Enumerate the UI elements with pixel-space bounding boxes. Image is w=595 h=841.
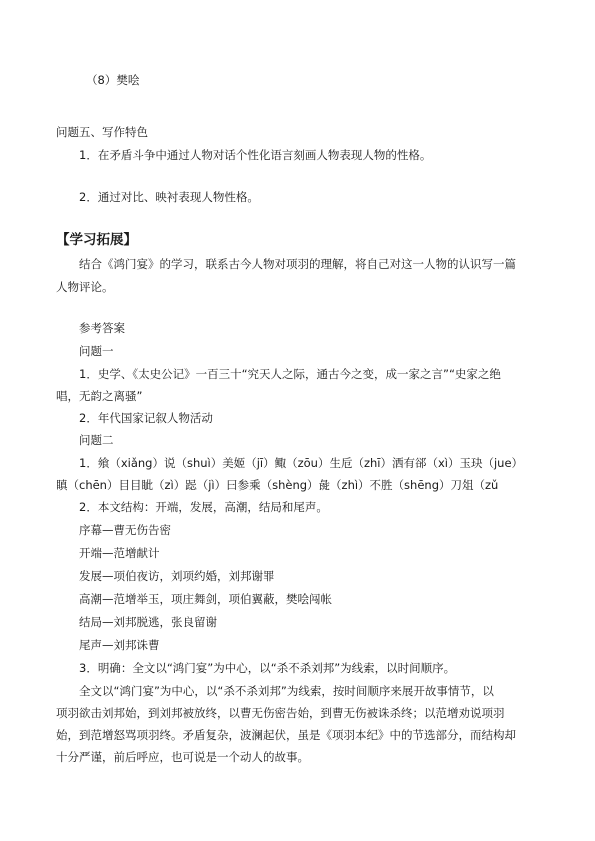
- question-1-answer-2: 2．年代国家记叙人物活动: [79, 411, 213, 425]
- extension-text-line-1: 结合《鸿门宴》的学习，联系古今人物对项羽的理解，将自己对这一人物的认识写一篇: [79, 257, 516, 271]
- extension-text-line-2: 人物评论。: [56, 280, 114, 294]
- question-5-point-2: 2．通过对比、映衬表现人物性格。: [79, 190, 259, 204]
- question-5-title: 问题五、写作特色: [56, 125, 148, 139]
- structure-prologue: 序幕—曹无伤告密: [79, 523, 171, 537]
- summary-paragraph-line-1: 全文以“鸿门宴”为中心，以“杀不杀刘邦”为线索，按时间顺序来展开故事情节，以: [79, 684, 494, 698]
- structure-epilogue: 尾声—刘邦诛曹: [79, 638, 160, 652]
- structure-climax: 高潮—范增举玉，项庄舞剑，项伯翼蔽，樊哙闯帐: [79, 592, 332, 606]
- item-8-fan-kuai: （8）樊哙: [86, 73, 140, 87]
- question-2-answer-1-line-1: 1．飨（xiǎng）说（shuì）美姬（jī）鲰（zōu）生卮（zhī）洒有郤（xì）玉玦（jue）: [79, 456, 524, 470]
- question-2-label: 问题二: [79, 433, 114, 447]
- structure-development: 发展—项伯夜访，刘项约婚，刘邦谢罪: [79, 569, 275, 583]
- reference-answer-label: 参考答案: [79, 321, 125, 335]
- question-1-label: 问题一: [79, 344, 114, 358]
- summary-paragraph-line-2: 项羽欲击刘邦始，到刘邦被放终，以曹无伤密告始，到曹无伤被诛杀终；以范增劝说项羽: [56, 706, 505, 720]
- structure-ending: 结局—刘邦脱逃，张良留谢: [79, 615, 217, 629]
- learning-extension-heading: 【学习拓展】: [56, 232, 137, 248]
- question-2-answer-2: 2．本文结构：开端，发展，高潮，结局和尾声。: [79, 500, 328, 514]
- structure-opening: 开端—范增献计: [79, 546, 160, 560]
- question-1-answer-1-line-2: 唱，无韵之离骚”: [56, 389, 143, 403]
- question-2-answer-1-line-2: 瞋（chēn）目目眦（zì）跽（jì）曰参乘（shèng）彘（zhì）不胜（shēng）刀俎（zǔ: [56, 478, 499, 492]
- question-5-point-1: 1．在矛盾斗争中通过人物对话个性化语言刻画人物表现人物的性格。: [79, 148, 432, 162]
- summary-paragraph-line-3: 始，到范增怒骂项羽终。矛盾复杂，波澜起伏，虽是《项羽本纪》中的节选部分，而结构却: [56, 728, 516, 742]
- question-2-answer-3: 3．明确：全文以“鸿门宴”为中心，以“杀不杀刘邦”为线索，以时间顺序。: [79, 661, 456, 675]
- question-1-answer-1-line-1: 1．史学、《太史公记》一百三十“究天人之际，通古今之变，成一家之言”“史家之绝: [79, 367, 501, 381]
- summary-paragraph-line-4: 十分严谨，前后呼应，也可说是一个动人的故事。: [56, 750, 309, 764]
